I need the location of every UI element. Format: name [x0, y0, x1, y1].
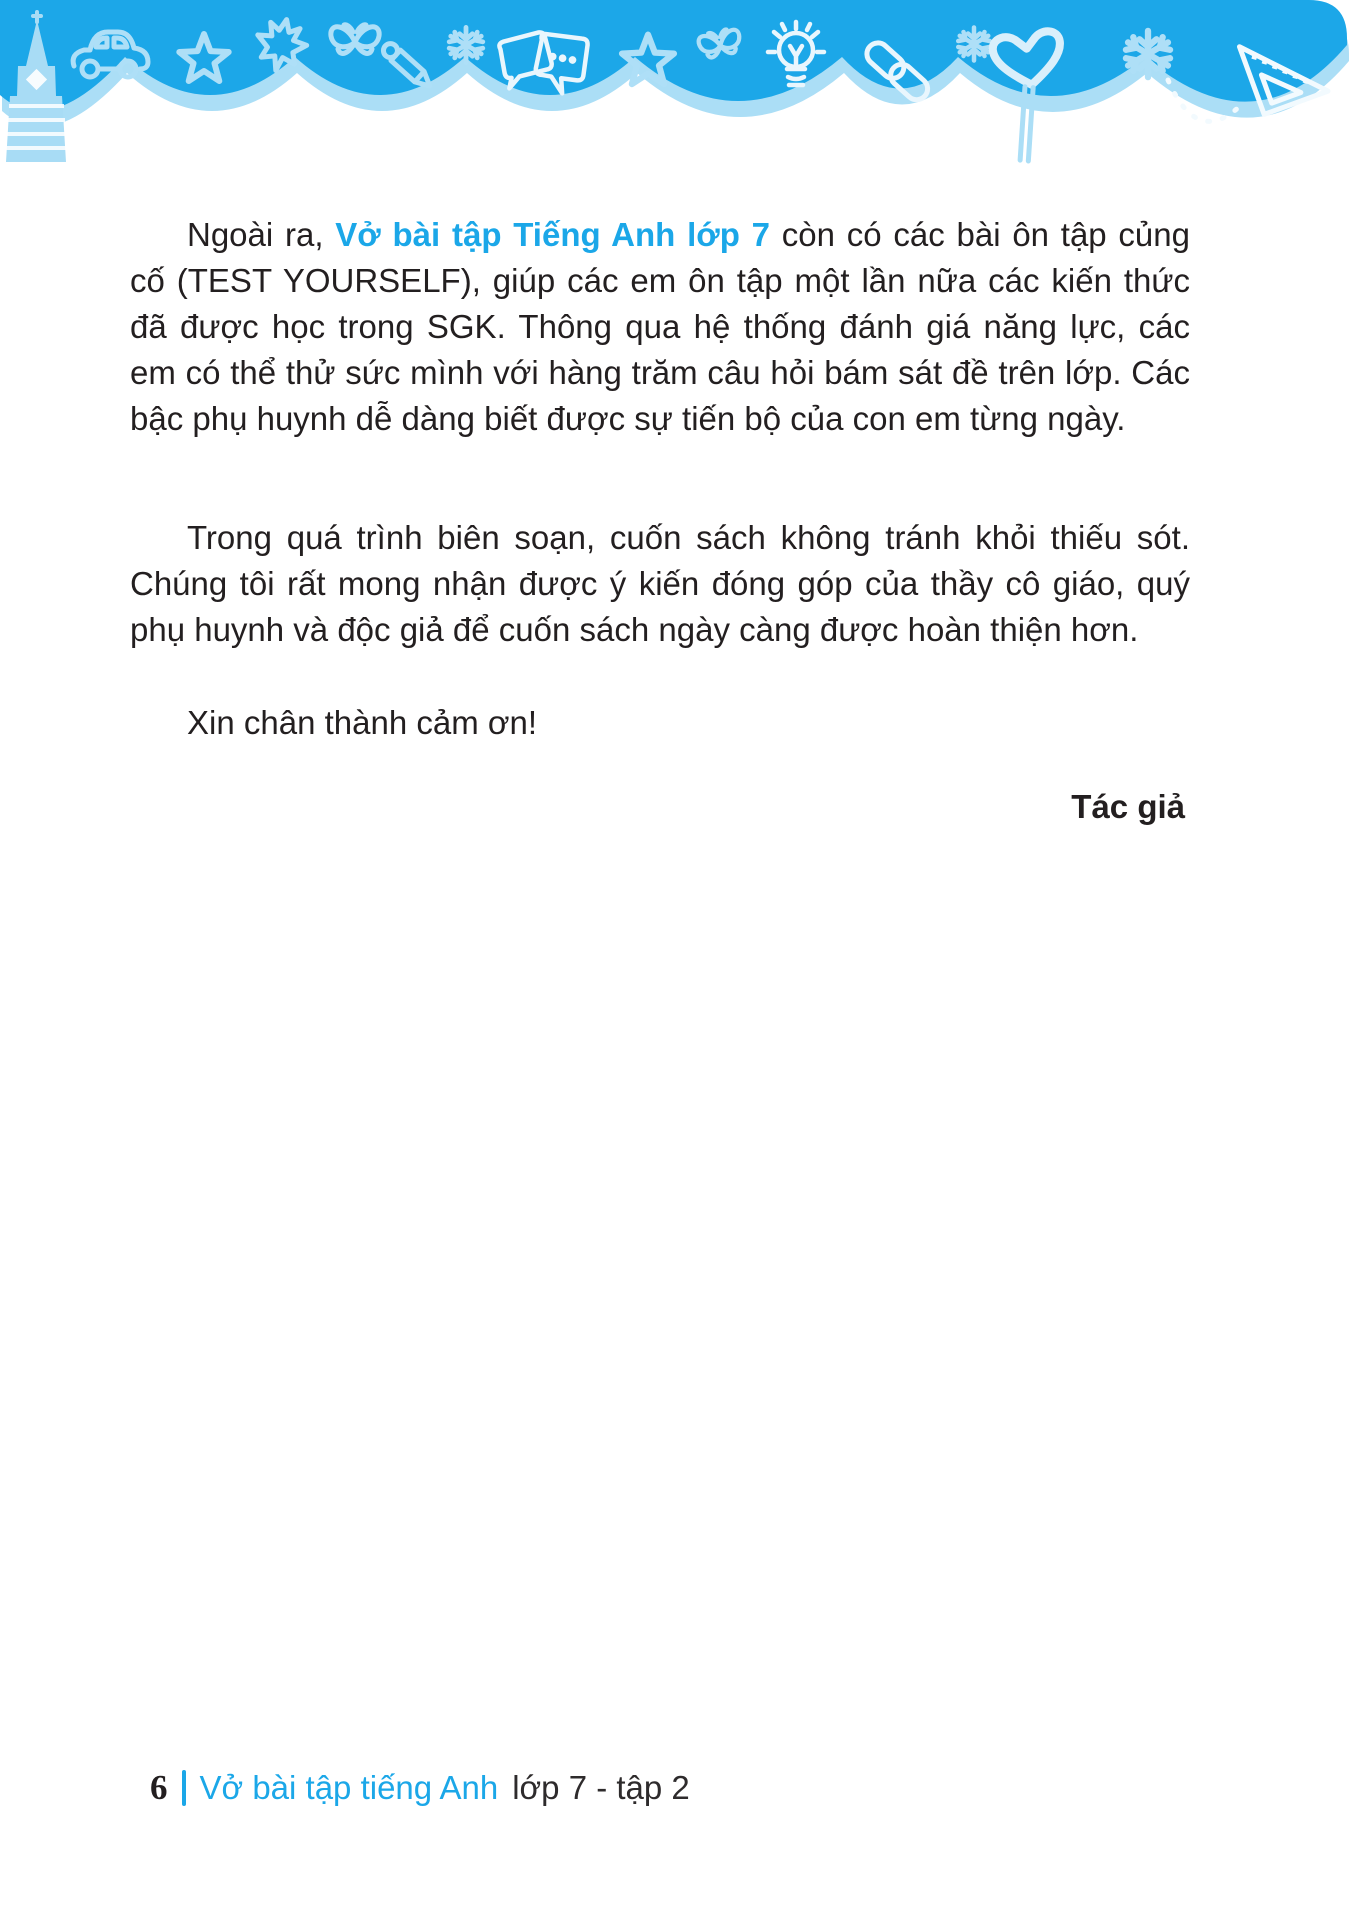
- decorative-header-band: [0, 0, 1355, 175]
- footer-divider: [182, 1770, 186, 1806]
- paragraph-2: Trong quá trình biên soạn, cuốn sách không tránh khỏi thiếu sót. Chúng tôi rất mong nhận được ý kiến đóng góp của thầy cô giáo, quý phụ huynh và độc giả để cuốn sách ngày càng được hoàn thiện hơn.: [130, 519, 1190, 648]
- author-signature: Tác giả: [1071, 788, 1185, 825]
- book-title-highlight: Vở bài tập Tiếng Anh lớp 7: [335, 216, 771, 253]
- page-footer: [150, 1768, 690, 1808]
- footer-series-title: Vở bài tập tiếng Anh: [199, 1769, 499, 1806]
- paragraph-1-post: còn có các bài ôn tập củng cố (TEST YOURSELF), giúp các em ôn tập một lần nữa các kiến thức đã được học trong SGK. Thông qua hệ thống đánh giá năng lực, các em có thể thử sức mình với hàng trăm câu hỏi bám sát đề trên lớp. Các bậc phụ huynh dễ dàng biết được sự tiến bộ của con em từng ngày.: [130, 216, 1190, 437]
- page-number: 6: [150, 1768, 168, 1807]
- paragraph-1-pre: Ngoài ra,: [187, 216, 336, 253]
- paragraph-1: [130, 212, 1190, 442]
- footer-volume-label: lớp 7 - tập 2: [512, 1769, 690, 1806]
- closing-line: Xin chân thành cảm ơn!: [187, 704, 538, 741]
